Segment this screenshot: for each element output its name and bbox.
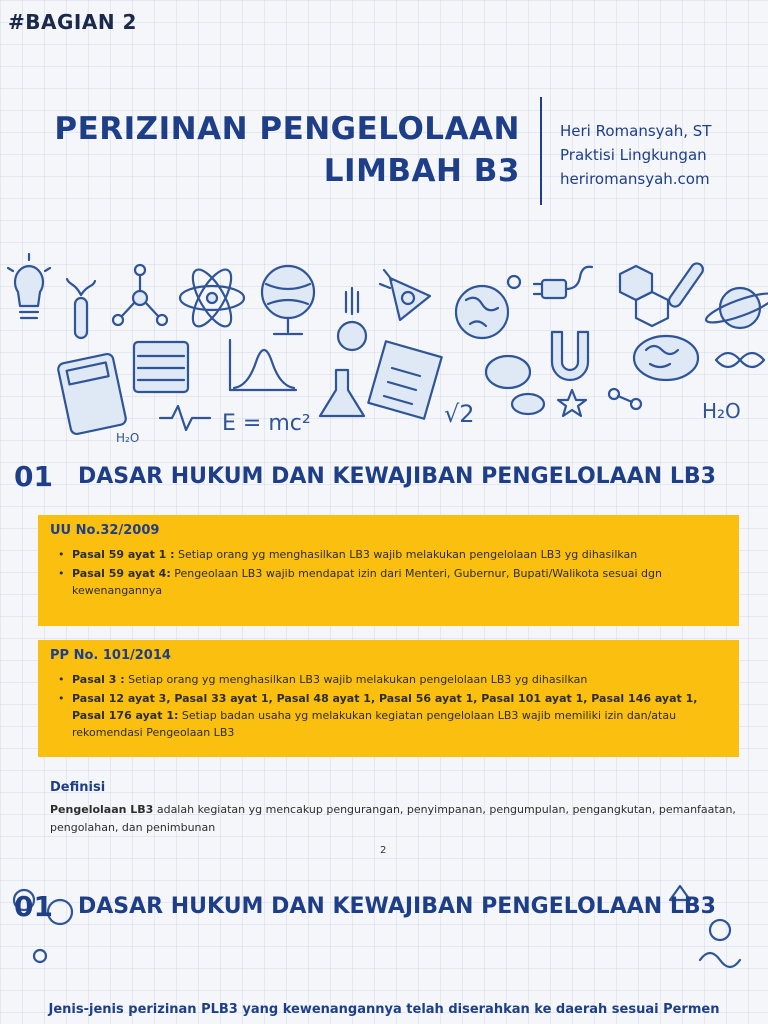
small-molecule-icon [609,389,641,409]
definition-heading: Definisi [50,780,106,795]
list-item [50,565,725,599]
flask-icon [320,370,364,416]
uu-box-heading: UU No.32/2009 [50,523,160,538]
title-divider [540,97,542,205]
atom-small-icon [34,950,46,962]
section-tag: #BAGIAN 2 [8,10,137,34]
section-2-number: 01 [14,890,53,923]
graph-icon [230,340,296,390]
item-text: Setiap orang yg menghasilkan LB3 wajib melakukan pengelolaan LB3 yg dihasilkan [124,673,588,686]
author-role: Praktisi Lingkungan [560,146,707,164]
bullet-icon: • [58,548,65,561]
section-2-title: DASAR HUKUM DAN KEWAJIBAN PENGELOLAAN LB3 [78,894,716,919]
hexagon-molecule-icon [620,266,668,326]
abacus-icon [134,342,188,392]
pp-box-heading: PP No. 101/2014 [50,648,171,663]
planet-icon [703,288,768,328]
test-tube-icon [67,279,95,338]
bullet-icon: • [58,692,65,705]
atom-icon [180,264,244,331]
item-bold: Pasal 3 : [72,673,125,686]
rocket-icon [380,270,430,320]
definition-term: Pengelolaan LB3 [50,803,154,816]
item-bold: Pasal 59 ayat 4: [72,567,171,580]
calculator-icon [57,353,127,435]
dna-icon [716,353,764,367]
thermometer-icon [667,261,706,309]
earth-icon [456,276,520,338]
uu-32-2009-box [38,515,739,626]
definition-text [50,801,740,837]
star-icon [558,390,586,416]
item-text: Setiap badan usaha yg melakukan kegiatan pengelolaan LB3 wajib memiliki izin dan/atau rekomendasi Pengeolaan LB3 [72,709,677,739]
section-1-header [0,456,768,500]
science-doodles-illustration [0,240,768,460]
item-bold: Pasal 59 ayat 1 : [72,548,175,561]
author-website: heriromansyah.com [560,170,710,188]
list-item [50,671,725,688]
bullet-icon: • [58,673,65,686]
water-text: H₂O [702,399,741,423]
sqrt-text: √2 [444,400,475,428]
section-1-title: DASAR HUKUM DAN KEWAJIBAN PENGELOLAAN LB3 [78,464,716,489]
pp-101-2014-box [38,640,739,757]
definition-body: adalah kegiatan yg mencakup pengurangan, penyimpanan, pengumpulan, pengangkutan, pemanfaatan, pengolahan, dan penimbunan [50,803,736,834]
brain-icon [634,336,698,380]
item-text: Setiap orang yg menghasilkan LB3 wajib melakukan pengelolaan LB3 yg dihasilkan [174,548,638,561]
page-title [54,108,520,192]
bullet-icon: • [58,567,65,580]
wave-doodle-icon [700,953,740,967]
plug-icon [534,267,592,298]
title-line-1: PERIZINAN PENGELOLAAN [54,111,520,147]
page-number: 2 [380,845,387,856]
molecule-icon [113,265,167,325]
author-block [560,119,711,191]
item-bold: Pasal 12 ayat 3, Pasal 33 ayat 1, Pasal 48 ayat 1, Pasal 56 ayat 1, Pasal 101 ayat 1, Pasal 146 ayat 1, Pasal 176 ayat 1: [72,692,698,722]
footer-caption: Jenis-jenis perizinan PLB3 yang kewenangannya telah diserahkan ke daerah sesuai Permen [48,1002,720,1017]
section-1-number: 01 [14,460,53,493]
lower-doodles-illustration [0,860,768,1000]
list-item [50,546,725,563]
list-item [50,690,725,741]
light-bulb-icon [8,254,50,318]
section-2-header [0,886,768,930]
bacteria-icon [486,356,544,414]
item-text: Pengeolaan LB3 wajib mendapat izin dari Menteri, Gubernur, Bupati/Walikota sesuai dgn kewenangannya [72,567,662,597]
water-small-text: H₂O [116,431,140,445]
book-icon [368,341,441,419]
magnet-icon [552,332,588,380]
formula-text: E = mc² [222,411,311,436]
title-line-2: LIMBAH B3 [323,153,520,189]
apple-icon [338,288,366,350]
author-name: Heri Romansyah, ST [560,122,712,140]
globe-icon [262,266,314,334]
heartbeat-icon [160,406,210,430]
definition-block [50,780,740,837]
